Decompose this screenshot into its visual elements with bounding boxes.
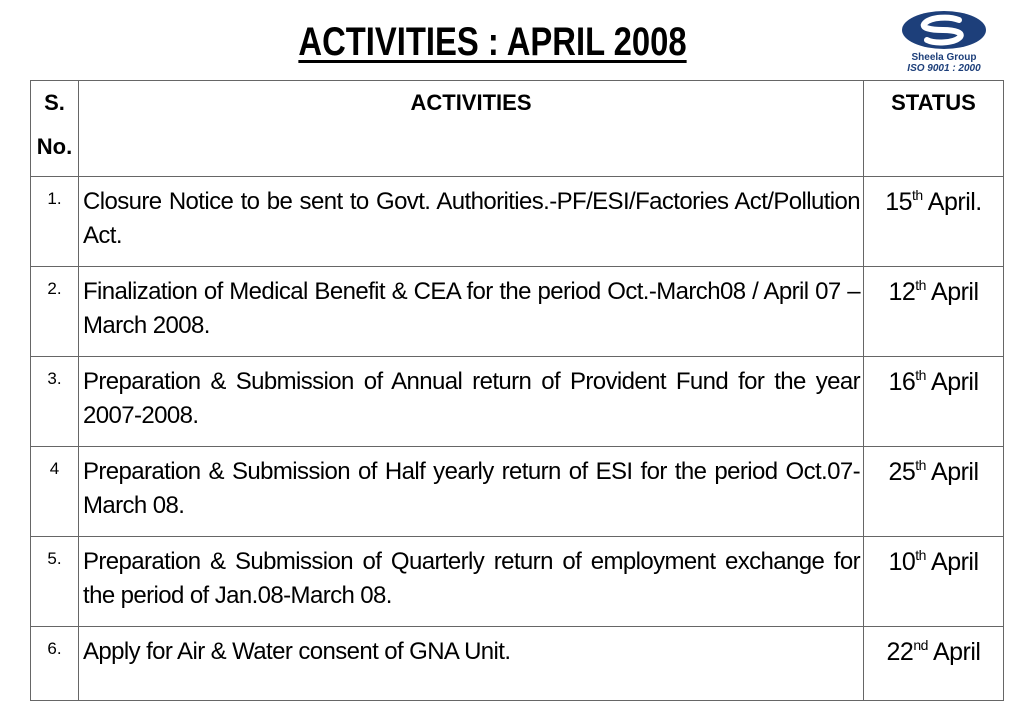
row-sno: 1. xyxy=(31,177,79,267)
row-sno: 2. xyxy=(31,267,79,357)
status-month: April xyxy=(931,278,979,306)
table-row xyxy=(31,177,1004,267)
row-status xyxy=(864,537,1004,627)
row-activity: Preparation & Submission of Half yearly return of ESI for the period Oct.07-March 08. xyxy=(79,447,864,537)
activities-table xyxy=(30,80,1004,701)
status-suffix: nd xyxy=(913,637,928,653)
table-row xyxy=(31,537,1004,627)
status-suffix: th xyxy=(915,277,926,293)
status-day: 15 xyxy=(885,188,913,216)
header-sno-line1: S. xyxy=(44,90,65,115)
row-activity: Closure Notice to be sent to Govt. Authorities.-PF/ESI/Factories Act/Pollution Act. xyxy=(79,177,864,267)
table-row xyxy=(31,357,1004,447)
header-sno-line2: No. xyxy=(36,134,73,159)
header-activities: ACTIVITIES xyxy=(79,81,864,177)
row-status xyxy=(864,357,1004,447)
logo-iso: ISO 9001 : 2000 xyxy=(907,63,981,74)
table-row xyxy=(31,627,1004,701)
row-status xyxy=(864,447,1004,537)
table-row xyxy=(31,447,1004,537)
table-header-row xyxy=(31,81,1004,177)
header-sno xyxy=(31,81,79,177)
header-status: STATUS xyxy=(864,81,1004,177)
status-month: April xyxy=(931,548,979,576)
row-activity: Preparation & Submission of Annual return of Provident Fund for the year 2007-2008. xyxy=(79,357,864,447)
status-suffix: th xyxy=(915,547,926,563)
status-month: April xyxy=(932,638,981,666)
company-logo xyxy=(888,10,1000,72)
logo-name: Sheela Group xyxy=(911,52,977,63)
status-suffix: th xyxy=(915,457,926,473)
row-activity: Finalization of Medical Benefit & CEA for the period Oct.-March08 / April 07 – March 2008. xyxy=(79,267,864,357)
status-day: 25 xyxy=(888,458,916,486)
row-status xyxy=(864,627,1004,701)
row-sno: 6. xyxy=(31,627,79,701)
status-suffix: th xyxy=(912,187,923,203)
table-row xyxy=(31,267,1004,357)
page-title: ACTIVITIES : APRIL 2008 xyxy=(298,20,687,64)
status-day: 10 xyxy=(888,548,916,576)
status-month: April. xyxy=(927,188,982,216)
row-status xyxy=(864,177,1004,267)
status-day: 22 xyxy=(886,638,914,666)
sheela-logo-icon xyxy=(901,10,987,50)
row-sno: 3. xyxy=(31,357,79,447)
row-activity: Apply for Air & Water consent of GNA Unit. xyxy=(79,627,864,701)
status-month: April xyxy=(931,458,979,486)
status-month: April xyxy=(931,368,979,396)
row-sno: 4 xyxy=(31,447,79,537)
row-activity: Preparation & Submission of Quarterly return of employment exchange for the period of Jan.08-March 08. xyxy=(79,537,864,627)
status-day: 16 xyxy=(888,368,916,396)
status-suffix: th xyxy=(915,367,926,383)
row-sno: 5. xyxy=(31,537,79,627)
status-day: 12 xyxy=(888,278,916,306)
row-status xyxy=(864,267,1004,357)
